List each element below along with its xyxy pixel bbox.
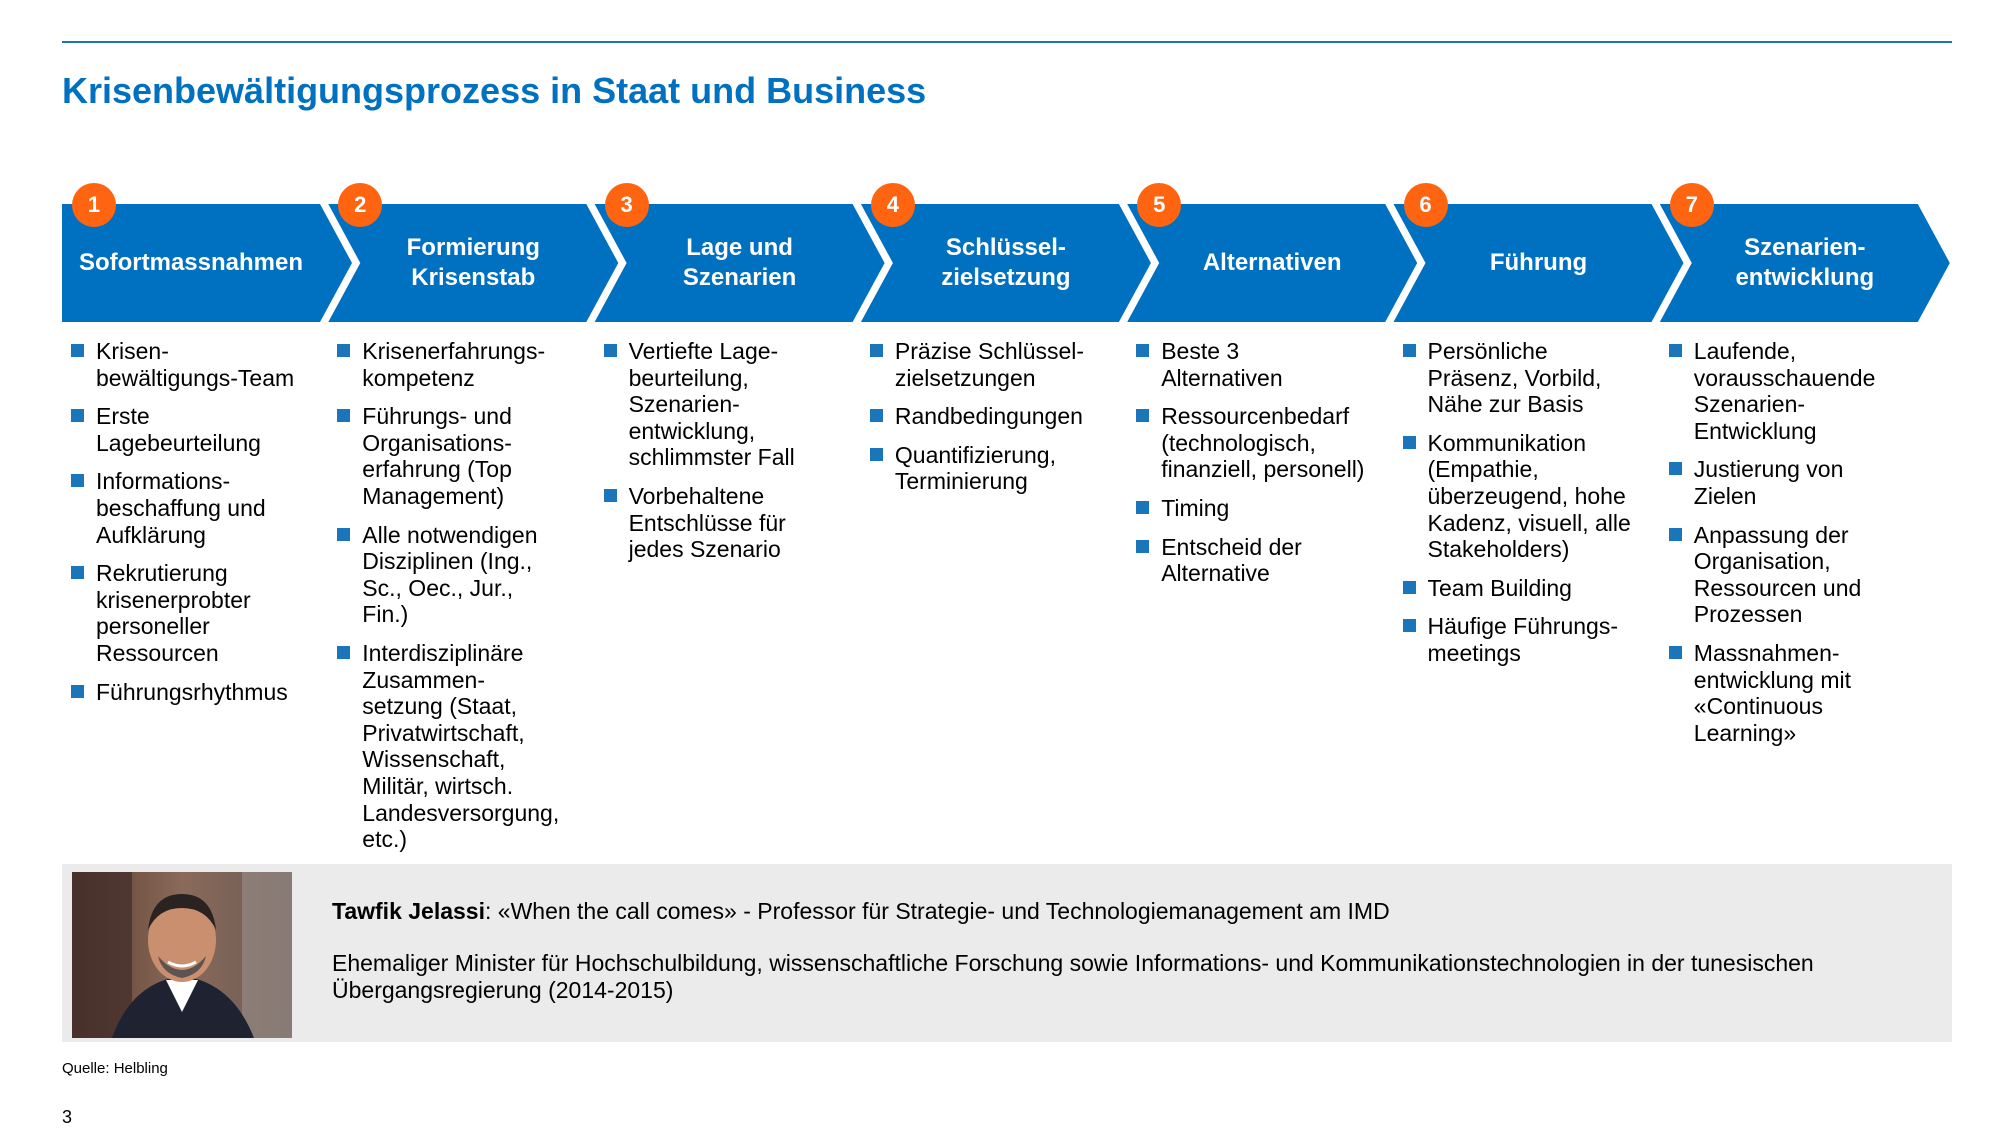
bullet-item: Führungs- und Organisations- erfahrung (Top Management): [330, 403, 576, 509]
step-label: [625, 204, 855, 322]
bullet-item: Alle notwendigen Disziplinen (Ing., Sc., Oec., Jur., Fin.): [330, 522, 576, 628]
portrait-photo: [72, 872, 292, 1038]
step-label-text: Alternativen: [1202, 249, 1342, 276]
bullet-item: Persönliche Präsenz, Vorbild, Nähe zur Basis: [1396, 338, 1642, 418]
step-label: [1424, 204, 1654, 322]
bullet-item: Beste 3 Alternativen: [1129, 338, 1375, 391]
bullet-item: Ressourcenbedarf (technologisch, finanziell, personell): [1129, 403, 1375, 483]
page-number: 3: [62, 1107, 73, 1127]
step-number-badge: 3: [605, 183, 649, 227]
bullet-item: Laufende, vorausschauende Szenarien- Entwicklung: [1662, 338, 1908, 444]
step-label-text: Führung: [1489, 249, 1588, 276]
step-label: [76, 204, 306, 322]
step-label-text: Szenarien- entwicklung: [1735, 234, 1875, 291]
bullet-item: Krisenerfahrungs- kompetenz: [330, 338, 576, 391]
bullet-item: Erste Lagebeurteilung: [64, 403, 310, 456]
step-bullet-list: [330, 338, 576, 865]
bullet-item: Führungsrhythmus: [64, 679, 310, 706]
bullet-item: Krisen- bewältigungs-Team: [64, 338, 310, 391]
bullet-item: Team Building: [1396, 575, 1642, 602]
step-label: [1690, 204, 1920, 322]
step-number-badge: 5: [1137, 183, 1181, 227]
step-number-badge: 1: [72, 183, 116, 227]
page-title: Krisenbewältigungsprozess in Staat und Business: [62, 70, 927, 111]
bullet-item: Vertiefte Lage- beurteilung, Szenarien- entwicklung, schlimmster Fall: [597, 338, 843, 471]
quote-panel: [62, 864, 1952, 1042]
bullet-item: Entscheid der Alternative: [1129, 534, 1375, 587]
step-number-badge: 4: [871, 183, 915, 227]
bullet-item: Justierung von Zielen: [1662, 456, 1908, 509]
step-bullet-list: [1396, 338, 1642, 679]
quote-text: : «When the call comes» - Professor für Strategie- und Technologiemanagement am IMD: [485, 898, 1390, 924]
bullet-item: Kommunikation (Empathie, überzeugend, hohe Kadenz, visuell, alle Stakeholders): [1396, 430, 1642, 563]
bullet-item: Rekrutierung krisenerprobter personeller Ressourcen: [64, 560, 310, 666]
bullet-item: Anpassung der Organisation, Ressourcen und Prozessen: [1662, 522, 1908, 628]
step-bullet-list: [863, 338, 1109, 507]
step-number-badge: 2: [338, 183, 382, 227]
step-label-text: Schlüssel- zielsetzung: [941, 234, 1071, 291]
step-number-badge: 7: [1670, 183, 1714, 227]
step-label: [1157, 204, 1387, 322]
bullet-item: Timing: [1129, 495, 1375, 522]
bullet-item: Massnahmen- entwicklung mit «Continuous Learning»: [1662, 640, 1908, 746]
bullet-item: Randbedingungen: [863, 403, 1109, 430]
step-label: [891, 204, 1121, 322]
bullet-item: Vorbehaltene Entschlüsse für jedes Szenario: [597, 483, 843, 563]
bullet-item: Häufige Führungs- meetings: [1396, 613, 1642, 666]
step-number-badge: 6: [1404, 183, 1448, 227]
quote-line: [332, 898, 1390, 925]
bullet-item: Interdisziplinäre Zusammen- setzung (Staat, Privatwirtschaft, Wissenschaft, Militär, wirtsch. Landesversorgung, etc.): [330, 640, 576, 853]
source-note: Quelle: Helbling: [62, 1060, 168, 1077]
step-label: [358, 204, 588, 322]
step-bullet-list: [1662, 338, 1908, 758]
bullet-item: Quantifizierung, Terminierung: [863, 442, 1109, 495]
quote-name: Tawfik Jelassi: [332, 898, 485, 924]
bullet-item: Informations- beschaffung und Aufklärung: [64, 468, 310, 548]
step-label-text: Formierung Krisenstab: [406, 234, 540, 291]
step-bullet-list: [597, 338, 843, 575]
quote-bio: Ehemaliger Minister für Hochschulbildung, wissenschaftliche Forschung sowie Informations- und Kommunikationstechnologien in der tunesischen Übergangsregierung (2014-2015): [332, 950, 1814, 1003]
bullet-item: Präzise Schlüssel- zielsetzungen: [863, 338, 1109, 391]
step-label-text: Sofortmassnahmen: [78, 249, 304, 276]
step-label-text: Lage und Szenarien: [682, 234, 797, 291]
step-bullet-list: [1129, 338, 1375, 599]
step-bullet-list: [64, 338, 310, 717]
